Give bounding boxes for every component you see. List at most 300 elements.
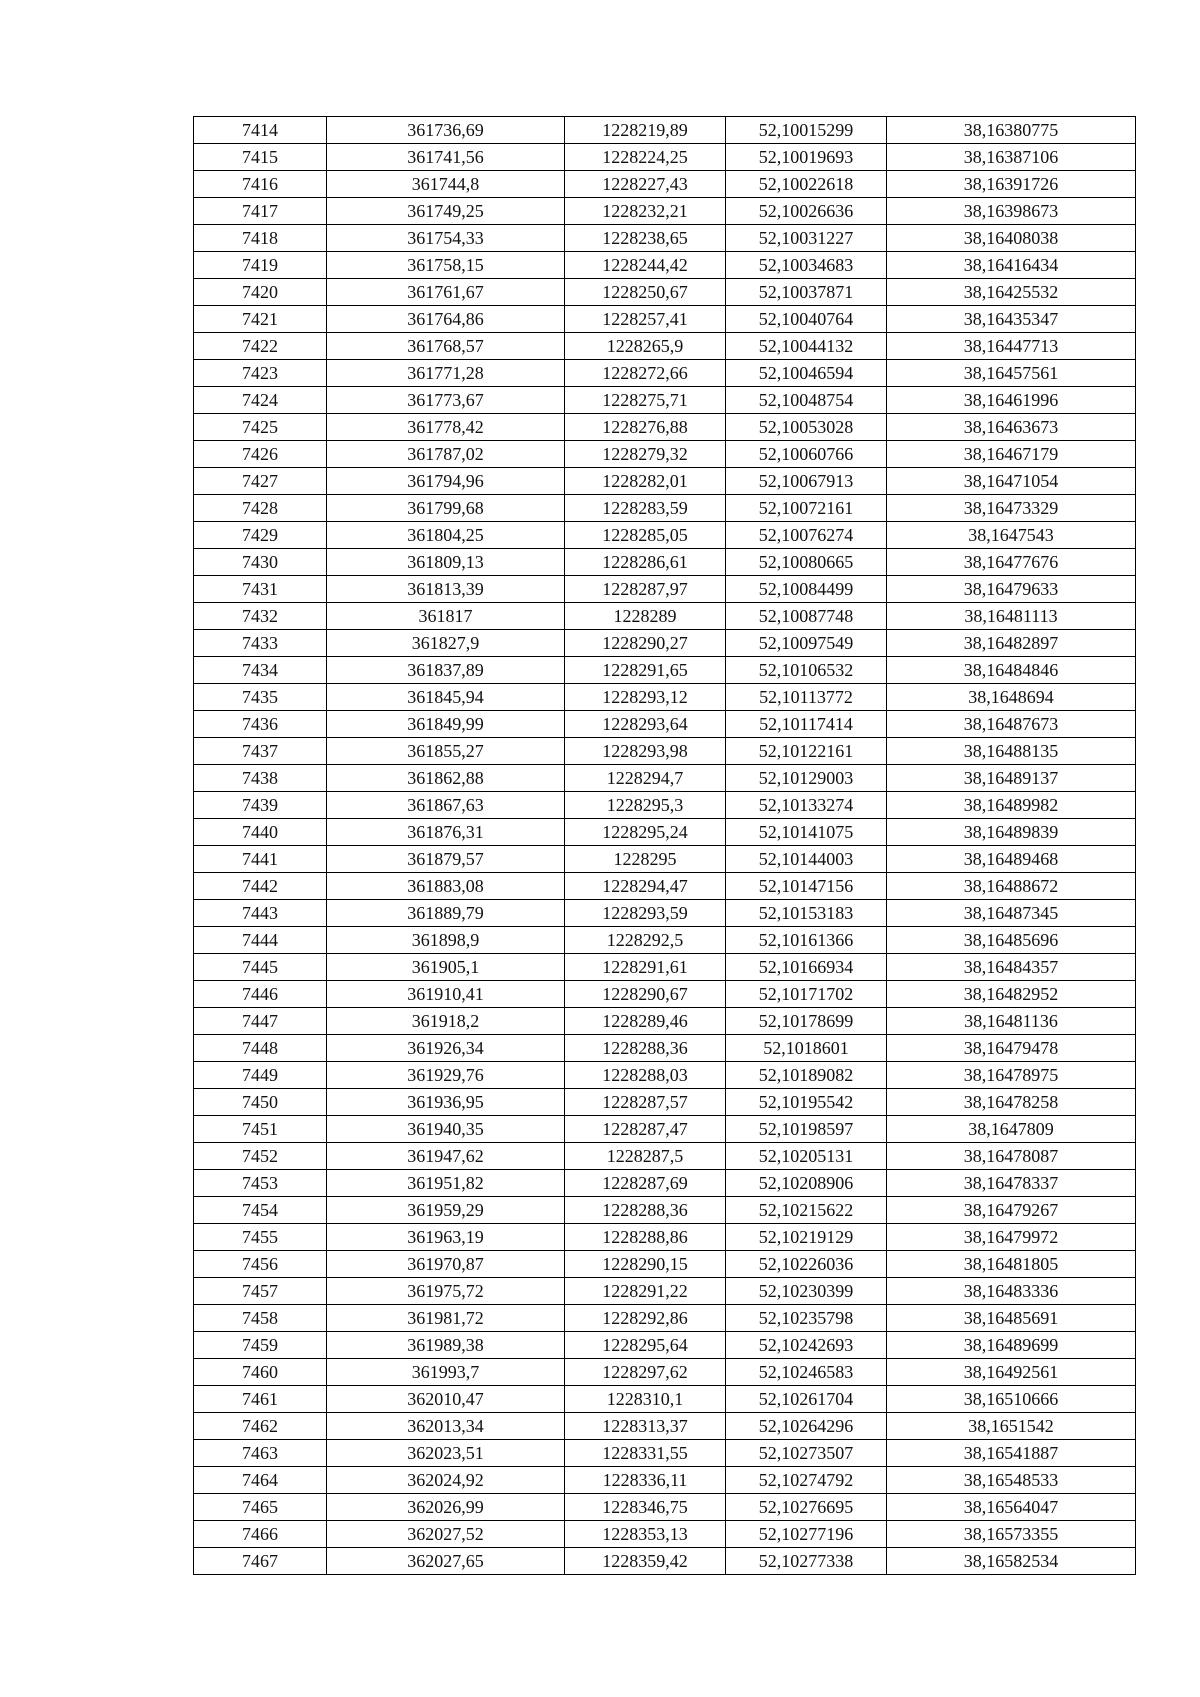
latitude-cell: 52,10060766: [726, 441, 887, 468]
table-row: [194, 333, 1136, 360]
point-number-cell: 7419: [194, 252, 327, 279]
longitude-cell: 38,16477676: [887, 549, 1136, 576]
y-coordinate-cell: 1228293,98: [565, 738, 726, 765]
table-row: [194, 1467, 1136, 1494]
table-row: [194, 252, 1136, 279]
point-number-cell: 7440: [194, 819, 327, 846]
latitude-cell: 52,10034683: [726, 252, 887, 279]
x-coordinate-cell: 361989,38: [327, 1332, 565, 1359]
latitude-cell: 52,10264296: [726, 1413, 887, 1440]
table-row: [194, 1035, 1136, 1062]
point-number-cell: 7414: [194, 117, 327, 144]
y-coordinate-cell: 1228285,05: [565, 522, 726, 549]
point-number-cell: 7416: [194, 171, 327, 198]
x-coordinate-cell: 361883,08: [327, 873, 565, 900]
y-coordinate-cell: 1228290,15: [565, 1251, 726, 1278]
x-coordinate-cell: 361940,35: [327, 1116, 565, 1143]
longitude-cell: 38,16447713: [887, 333, 1136, 360]
x-coordinate-cell: 361778,42: [327, 414, 565, 441]
coordinates-table: [193, 116, 1136, 1575]
table-row: [194, 1008, 1136, 1035]
x-coordinate-cell: 361764,86: [327, 306, 565, 333]
longitude-cell: 38,16478258: [887, 1089, 1136, 1116]
latitude-cell: 52,10171702: [726, 981, 887, 1008]
point-number-cell: 7424: [194, 387, 327, 414]
y-coordinate-cell: 1228353,13: [565, 1521, 726, 1548]
latitude-cell: 52,10097549: [726, 630, 887, 657]
x-coordinate-cell: 361936,95: [327, 1089, 565, 1116]
point-number-cell: 7454: [194, 1197, 327, 1224]
longitude-cell: 38,16485696: [887, 927, 1136, 954]
longitude-cell: 38,1648694: [887, 684, 1136, 711]
x-coordinate-cell: 361981,72: [327, 1305, 565, 1332]
x-coordinate-cell: 361804,25: [327, 522, 565, 549]
latitude-cell: 52,10189082: [726, 1062, 887, 1089]
table-row: [194, 738, 1136, 765]
y-coordinate-cell: 1228286,61: [565, 549, 726, 576]
x-coordinate-cell: 362013,34: [327, 1413, 565, 1440]
longitude-cell: 38,16416434: [887, 252, 1136, 279]
y-coordinate-cell: 1228272,66: [565, 360, 726, 387]
longitude-cell: 38,16425532: [887, 279, 1136, 306]
longitude-cell: 38,16489699: [887, 1332, 1136, 1359]
latitude-cell: 52,10076274: [726, 522, 887, 549]
x-coordinate-cell: 362027,65: [327, 1548, 565, 1575]
latitude-cell: 52,10026636: [726, 198, 887, 225]
longitude-cell: 38,16482952: [887, 981, 1136, 1008]
table-row: [194, 1251, 1136, 1278]
y-coordinate-cell: 1228219,89: [565, 117, 726, 144]
longitude-cell: 38,16483336: [887, 1278, 1136, 1305]
x-coordinate-cell: 362010,47: [327, 1386, 565, 1413]
latitude-cell: 52,10044132: [726, 333, 887, 360]
y-coordinate-cell: 1228294,47: [565, 873, 726, 900]
latitude-cell: 52,10141075: [726, 819, 887, 846]
y-coordinate-cell: 1228257,41: [565, 306, 726, 333]
x-coordinate-cell: 361879,57: [327, 846, 565, 873]
y-coordinate-cell: 1228288,36: [565, 1035, 726, 1062]
latitude-cell: 52,10129003: [726, 765, 887, 792]
x-coordinate-cell: 361749,25: [327, 198, 565, 225]
x-coordinate-cell: 361889,79: [327, 900, 565, 927]
latitude-cell: 52,10046594: [726, 360, 887, 387]
y-coordinate-cell: 1228293,12: [565, 684, 726, 711]
x-coordinate-cell: 361918,2: [327, 1008, 565, 1035]
latitude-cell: 52,10106532: [726, 657, 887, 684]
point-number-cell: 7417: [194, 198, 327, 225]
point-number-cell: 7418: [194, 225, 327, 252]
table-row: [194, 1548, 1136, 1575]
longitude-cell: 38,16479478: [887, 1035, 1136, 1062]
x-coordinate-cell: 361768,57: [327, 333, 565, 360]
point-number-cell: 7432: [194, 603, 327, 630]
table-row: [194, 1197, 1136, 1224]
longitude-cell: 38,16479267: [887, 1197, 1136, 1224]
point-number-cell: 7457: [194, 1278, 327, 1305]
x-coordinate-cell: 361736,69: [327, 117, 565, 144]
point-number-cell: 7429: [194, 522, 327, 549]
x-coordinate-cell: 361771,28: [327, 360, 565, 387]
x-coordinate-cell: 361809,13: [327, 549, 565, 576]
longitude-cell: 38,16391726: [887, 171, 1136, 198]
latitude-cell: 52,10205131: [726, 1143, 887, 1170]
latitude-cell: 52,10080665: [726, 549, 887, 576]
latitude-cell: 52,10067913: [726, 468, 887, 495]
x-coordinate-cell: 361837,89: [327, 657, 565, 684]
longitude-cell: 38,16573355: [887, 1521, 1136, 1548]
y-coordinate-cell: 1228292,86: [565, 1305, 726, 1332]
x-coordinate-cell: 361799,68: [327, 495, 565, 522]
table-row: [194, 306, 1136, 333]
latitude-cell: 52,10235798: [726, 1305, 887, 1332]
x-coordinate-cell: 361905,1: [327, 954, 565, 981]
x-coordinate-cell: 361951,82: [327, 1170, 565, 1197]
longitude-cell: 38,1647809: [887, 1116, 1136, 1143]
point-number-cell: 7449: [194, 1062, 327, 1089]
longitude-cell: 38,16489982: [887, 792, 1136, 819]
y-coordinate-cell: 1228276,88: [565, 414, 726, 441]
x-coordinate-cell: 361963,19: [327, 1224, 565, 1251]
y-coordinate-cell: 1228282,01: [565, 468, 726, 495]
latitude-cell: 52,10048754: [726, 387, 887, 414]
point-number-cell: 7437: [194, 738, 327, 765]
x-coordinate-cell: 361761,67: [327, 279, 565, 306]
y-coordinate-cell: 1228288,86: [565, 1224, 726, 1251]
longitude-cell: 38,16564047: [887, 1494, 1136, 1521]
longitude-cell: 38,16487673: [887, 711, 1136, 738]
point-number-cell: 7448: [194, 1035, 327, 1062]
x-coordinate-cell: 361794,96: [327, 468, 565, 495]
point-number-cell: 7415: [194, 144, 327, 171]
table-row: [194, 1143, 1136, 1170]
longitude-cell: 38,16548533: [887, 1467, 1136, 1494]
x-coordinate-cell: 361758,15: [327, 252, 565, 279]
y-coordinate-cell: 1228292,5: [565, 927, 726, 954]
x-coordinate-cell: 361845,94: [327, 684, 565, 711]
longitude-cell: 38,16492561: [887, 1359, 1136, 1386]
x-coordinate-cell: 361849,99: [327, 711, 565, 738]
x-coordinate-cell: 361929,76: [327, 1062, 565, 1089]
table-row: [194, 684, 1136, 711]
x-coordinate-cell: 362024,92: [327, 1467, 565, 1494]
latitude-cell: 52,10261704: [726, 1386, 887, 1413]
table-row: [194, 495, 1136, 522]
table-row: [194, 1224, 1136, 1251]
longitude-cell: 38,1647543: [887, 522, 1136, 549]
x-coordinate-cell: 361926,34: [327, 1035, 565, 1062]
longitude-cell: 38,16482897: [887, 630, 1136, 657]
y-coordinate-cell: 1228224,25: [565, 144, 726, 171]
table-row: [194, 1413, 1136, 1440]
latitude-cell: 52,10166934: [726, 954, 887, 981]
longitude-cell: 38,16408038: [887, 225, 1136, 252]
point-number-cell: 7438: [194, 765, 327, 792]
x-coordinate-cell: 362026,99: [327, 1494, 565, 1521]
point-number-cell: 7444: [194, 927, 327, 954]
longitude-cell: 38,16582534: [887, 1548, 1136, 1575]
point-number-cell: 7458: [194, 1305, 327, 1332]
point-number-cell: 7465: [194, 1494, 327, 1521]
latitude-cell: 52,10226036: [726, 1251, 887, 1278]
latitude-cell: 52,10230399: [726, 1278, 887, 1305]
table-row: [194, 873, 1136, 900]
table-row: [194, 360, 1136, 387]
longitude-cell: 38,16484846: [887, 657, 1136, 684]
longitude-cell: 38,16481113: [887, 603, 1136, 630]
point-number-cell: 7428: [194, 495, 327, 522]
longitude-cell: 38,16481136: [887, 1008, 1136, 1035]
table-row: [194, 198, 1136, 225]
latitude-cell: 52,1018601: [726, 1035, 887, 1062]
table-row: [194, 765, 1136, 792]
point-number-cell: 7439: [194, 792, 327, 819]
x-coordinate-cell: 361947,62: [327, 1143, 565, 1170]
point-number-cell: 7451: [194, 1116, 327, 1143]
longitude-cell: 38,16489468: [887, 846, 1136, 873]
point-number-cell: 7452: [194, 1143, 327, 1170]
y-coordinate-cell: 1228265,9: [565, 333, 726, 360]
latitude-cell: 52,10113772: [726, 684, 887, 711]
table-row: [194, 414, 1136, 441]
point-number-cell: 7442: [194, 873, 327, 900]
longitude-cell: 38,16478337: [887, 1170, 1136, 1197]
point-number-cell: 7427: [194, 468, 327, 495]
y-coordinate-cell: 1228291,61: [565, 954, 726, 981]
table-row: [194, 1332, 1136, 1359]
longitude-cell: 38,16471054: [887, 468, 1136, 495]
y-coordinate-cell: 1228295,3: [565, 792, 726, 819]
y-coordinate-cell: 1228288,03: [565, 1062, 726, 1089]
longitude-cell: 38,16380775: [887, 117, 1136, 144]
table-row: [194, 1278, 1136, 1305]
point-number-cell: 7461: [194, 1386, 327, 1413]
y-coordinate-cell: 1228244,42: [565, 252, 726, 279]
x-coordinate-cell: 361975,72: [327, 1278, 565, 1305]
x-coordinate-cell: 361855,27: [327, 738, 565, 765]
table-row: [194, 792, 1136, 819]
point-number-cell: 7460: [194, 1359, 327, 1386]
point-number-cell: 7447: [194, 1008, 327, 1035]
table-row: [194, 1359, 1136, 1386]
point-number-cell: 7430: [194, 549, 327, 576]
table-row: [194, 981, 1136, 1008]
longitude-cell: 38,1651542: [887, 1413, 1136, 1440]
point-number-cell: 7422: [194, 333, 327, 360]
table-row: [194, 225, 1136, 252]
x-coordinate-cell: 361817: [327, 603, 565, 630]
x-coordinate-cell: 361876,31: [327, 819, 565, 846]
x-coordinate-cell: 361993,7: [327, 1359, 565, 1386]
table-row: [194, 846, 1136, 873]
x-coordinate-cell: 361813,39: [327, 576, 565, 603]
y-coordinate-cell: 1228287,69: [565, 1170, 726, 1197]
table-row: [194, 1386, 1136, 1413]
point-number-cell: 7463: [194, 1440, 327, 1467]
x-coordinate-cell: 361754,33: [327, 225, 565, 252]
latitude-cell: 52,10019693: [726, 144, 887, 171]
table-row: [194, 279, 1136, 306]
point-number-cell: 7443: [194, 900, 327, 927]
y-coordinate-cell: 1228294,7: [565, 765, 726, 792]
x-coordinate-cell: 361867,63: [327, 792, 565, 819]
table-row: [194, 117, 1136, 144]
y-coordinate-cell: 1228293,59: [565, 900, 726, 927]
latitude-cell: 52,10277338: [726, 1548, 887, 1575]
table-row: [194, 711, 1136, 738]
longitude-cell: 38,16484357: [887, 954, 1136, 981]
x-coordinate-cell: 361787,02: [327, 441, 565, 468]
point-number-cell: 7435: [194, 684, 327, 711]
table-row: [194, 954, 1136, 981]
y-coordinate-cell: 1228289: [565, 603, 726, 630]
y-coordinate-cell: 1228238,65: [565, 225, 726, 252]
latitude-cell: 52,10015299: [726, 117, 887, 144]
table-row: [194, 1494, 1136, 1521]
longitude-cell: 38,16467179: [887, 441, 1136, 468]
y-coordinate-cell: 1228283,59: [565, 495, 726, 522]
longitude-cell: 38,16461996: [887, 387, 1136, 414]
point-number-cell: 7436: [194, 711, 327, 738]
latitude-cell: 52,10072161: [726, 495, 887, 522]
y-coordinate-cell: 1228293,64: [565, 711, 726, 738]
table-row: [194, 1116, 1136, 1143]
table-row: [194, 927, 1136, 954]
y-coordinate-cell: 1228275,71: [565, 387, 726, 414]
longitude-cell: 38,16479633: [887, 576, 1136, 603]
latitude-cell: 52,10161366: [726, 927, 887, 954]
point-number-cell: 7467: [194, 1548, 327, 1575]
y-coordinate-cell: 1228232,21: [565, 198, 726, 225]
longitude-cell: 38,16487345: [887, 900, 1136, 927]
y-coordinate-cell: 1228287,5: [565, 1143, 726, 1170]
y-coordinate-cell: 1228336,11: [565, 1467, 726, 1494]
longitude-cell: 38,16435347: [887, 306, 1136, 333]
y-coordinate-cell: 1228288,36: [565, 1197, 726, 1224]
latitude-cell: 52,10276695: [726, 1494, 887, 1521]
y-coordinate-cell: 1228313,37: [565, 1413, 726, 1440]
latitude-cell: 52,10246583: [726, 1359, 887, 1386]
latitude-cell: 52,10144003: [726, 846, 887, 873]
x-coordinate-cell: 361898,9: [327, 927, 565, 954]
latitude-cell: 52,10274792: [726, 1467, 887, 1494]
x-coordinate-cell: 361744,8: [327, 171, 565, 198]
point-number-cell: 7459: [194, 1332, 327, 1359]
y-coordinate-cell: 1228279,32: [565, 441, 726, 468]
longitude-cell: 38,16398673: [887, 198, 1136, 225]
y-coordinate-cell: 1228359,42: [565, 1548, 726, 1575]
latitude-cell: 52,10153183: [726, 900, 887, 927]
latitude-cell: 52,10219129: [726, 1224, 887, 1251]
y-coordinate-cell: 1228287,97: [565, 576, 726, 603]
x-coordinate-cell: 361827,9: [327, 630, 565, 657]
x-coordinate-cell: 361773,67: [327, 387, 565, 414]
x-coordinate-cell: 361910,41: [327, 981, 565, 1008]
y-coordinate-cell: 1228346,75: [565, 1494, 726, 1521]
y-coordinate-cell: 1228295,24: [565, 819, 726, 846]
longitude-cell: 38,16541887: [887, 1440, 1136, 1467]
latitude-cell: 52,10273507: [726, 1440, 887, 1467]
latitude-cell: 52,10133274: [726, 792, 887, 819]
point-number-cell: 7441: [194, 846, 327, 873]
y-coordinate-cell: 1228250,67: [565, 279, 726, 306]
latitude-cell: 52,10208906: [726, 1170, 887, 1197]
table-row: [194, 1062, 1136, 1089]
point-number-cell: 7456: [194, 1251, 327, 1278]
y-coordinate-cell: 1228290,67: [565, 981, 726, 1008]
point-number-cell: 7421: [194, 306, 327, 333]
point-number-cell: 7425: [194, 414, 327, 441]
y-coordinate-cell: 1228290,27: [565, 630, 726, 657]
x-coordinate-cell: 361862,88: [327, 765, 565, 792]
point-number-cell: 7466: [194, 1521, 327, 1548]
point-number-cell: 7434: [194, 657, 327, 684]
table-row: [194, 1089, 1136, 1116]
table-row: [194, 441, 1136, 468]
y-coordinate-cell: 1228287,47: [565, 1116, 726, 1143]
x-coordinate-cell: 361959,29: [327, 1197, 565, 1224]
y-coordinate-cell: 1228291,65: [565, 657, 726, 684]
y-coordinate-cell: 1228291,22: [565, 1278, 726, 1305]
table-row: [194, 1440, 1136, 1467]
longitude-cell: 38,16489839: [887, 819, 1136, 846]
x-coordinate-cell: 361741,56: [327, 144, 565, 171]
longitude-cell: 38,16488672: [887, 873, 1136, 900]
latitude-cell: 52,10242693: [726, 1332, 887, 1359]
point-number-cell: 7423: [194, 360, 327, 387]
table-row: [194, 630, 1136, 657]
table-row: [194, 1170, 1136, 1197]
point-number-cell: 7450: [194, 1089, 327, 1116]
point-number-cell: 7453: [194, 1170, 327, 1197]
point-number-cell: 7426: [194, 441, 327, 468]
point-number-cell: 7446: [194, 981, 327, 1008]
latitude-cell: 52,10198597: [726, 1116, 887, 1143]
y-coordinate-cell: 1228331,55: [565, 1440, 726, 1467]
longitude-cell: 38,16481805: [887, 1251, 1136, 1278]
table-row: [194, 1521, 1136, 1548]
longitude-cell: 38,16489137: [887, 765, 1136, 792]
latitude-cell: 52,10053028: [726, 414, 887, 441]
longitude-cell: 38,16387106: [887, 144, 1136, 171]
table-row: [194, 900, 1136, 927]
point-number-cell: 7431: [194, 576, 327, 603]
latitude-cell: 52,10178699: [726, 1008, 887, 1035]
latitude-cell: 52,10215622: [726, 1197, 887, 1224]
point-number-cell: 7464: [194, 1467, 327, 1494]
table-row: [194, 657, 1136, 684]
table-row: [194, 1305, 1136, 1332]
point-number-cell: 7433: [194, 630, 327, 657]
table-row: [194, 576, 1136, 603]
latitude-cell: 52,10147156: [726, 873, 887, 900]
latitude-cell: 52,10022618: [726, 171, 887, 198]
y-coordinate-cell: 1228287,57: [565, 1089, 726, 1116]
longitude-cell: 38,16457561: [887, 360, 1136, 387]
point-number-cell: 7455: [194, 1224, 327, 1251]
longitude-cell: 38,16478087: [887, 1143, 1136, 1170]
latitude-cell: 52,10117414: [726, 711, 887, 738]
x-coordinate-cell: 362023,51: [327, 1440, 565, 1467]
point-number-cell: 7462: [194, 1413, 327, 1440]
latitude-cell: 52,10122161: [726, 738, 887, 765]
table-row: [194, 819, 1136, 846]
point-number-cell: 7445: [194, 954, 327, 981]
longitude-cell: 38,16473329: [887, 495, 1136, 522]
table-row: [194, 603, 1136, 630]
y-coordinate-cell: 1228227,43: [565, 171, 726, 198]
longitude-cell: 38,16510666: [887, 1386, 1136, 1413]
longitude-cell: 38,16479972: [887, 1224, 1136, 1251]
